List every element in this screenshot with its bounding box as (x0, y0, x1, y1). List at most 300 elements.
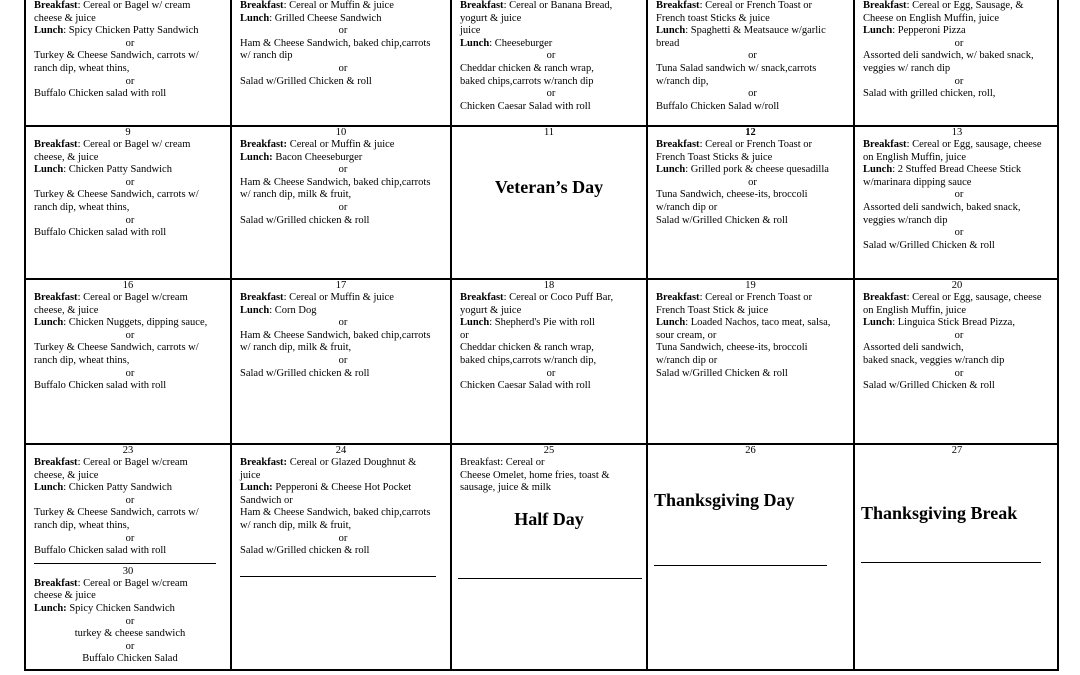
menu-text: or (748, 88, 757, 100)
menu-text: ranch dip, wheat thins, (34, 62, 130, 74)
day-number: 10 (335, 127, 347, 138)
menu-body (452, 0, 646, 113)
menu-line (240, 189, 446, 202)
menu-line (34, 545, 226, 558)
menu-line (460, 470, 642, 483)
menu-text: : Chicken Nuggets, dipping sauce, (63, 317, 208, 329)
menu-line (34, 202, 226, 215)
menu-line (240, 317, 446, 330)
menu-line (460, 330, 642, 343)
menu-text: : 2 Stuffed Bread Cheese Stick (892, 164, 1022, 176)
menu-line (34, 355, 226, 368)
menu-text: : Cereal or Bagel w/cream (77, 292, 188, 303)
menu-line (460, 482, 642, 495)
menu-line (863, 0, 1055, 13)
menu-text: sausage, juice & milk (460, 482, 551, 494)
meal-label: Lunch (656, 25, 686, 37)
meal-label: Lunch (240, 304, 270, 316)
menu-text: or (338, 164, 348, 176)
day-cell (230, 125, 450, 278)
menu-text: Pepperoni & Cheese Hot Pocket (272, 482, 412, 494)
menu-body (232, 292, 450, 380)
meal-label: Lunch (863, 164, 893, 176)
menu-text: or (338, 317, 348, 329)
menu-line (863, 189, 1055, 202)
menu-text: : Cereal or Bagel w/cream (77, 577, 188, 589)
day-cell (450, 278, 646, 443)
meal-label: Breakfast (240, 0, 284, 11)
menu-text: Ham & Cheese Sandwich, baked chip,carrots (240, 37, 431, 49)
day-cell (853, 278, 1059, 443)
menu-text: : Linguica Stick Bread Pizza, (892, 317, 1015, 329)
menu-text: baked snack, veggies w/ranch dip (863, 354, 1005, 366)
menu-line (460, 63, 642, 76)
menu-text: French Toast Stick & juice (656, 304, 769, 316)
menu-body (648, 139, 853, 227)
menu-line (240, 330, 446, 343)
menu-text: Salad w/Grilled Chicken & roll (863, 239, 995, 251)
menu-text: : Cereal or Muffin & juice (283, 292, 394, 303)
menu-line (240, 482, 446, 495)
holiday-label: Veteran’s Day (494, 177, 604, 197)
menu-line (460, 13, 642, 26)
menu-body (232, 457, 450, 558)
menu-line (240, 342, 446, 355)
menu-line (656, 88, 849, 101)
menu-line (34, 495, 226, 508)
day-cell (24, 0, 230, 125)
menu-line (240, 0, 446, 13)
menu-line (656, 202, 849, 215)
menu-text: Spicy Chicken Sandwich (66, 602, 175, 614)
day-cell (230, 443, 450, 671)
menu-text: Ham & Cheese Sandwich, baked chip,carrots (240, 507, 431, 519)
menu-text: juice (460, 25, 481, 37)
menu-text: baked chips,carrots w/ranch dip, (460, 354, 597, 366)
menu-text: Cereal or Glazed Doughnut & (287, 457, 417, 468)
menu-text: Assorted deli sandwich, w/ baked snack, (863, 50, 1034, 62)
menu-line (34, 292, 226, 305)
meal-label: Lunch (460, 37, 490, 49)
day-number: 24 (335, 445, 347, 456)
meal-label: Lunch: (240, 151, 273, 163)
menu-line (460, 317, 642, 330)
menu-text: or (125, 176, 135, 188)
menu-text: French Toast Sticks & juice (656, 151, 773, 163)
menu-text: : Cereal or French Toast or (699, 139, 813, 150)
menu-text: or (125, 75, 135, 87)
menu-line (863, 330, 1055, 343)
menu-line (863, 202, 1055, 215)
meal-label: Breakfast (34, 577, 78, 589)
menu-line (240, 202, 446, 215)
menu-text: or (460, 329, 469, 341)
menu-line (863, 317, 1055, 330)
menu-text: ranch dip, wheat thins, (34, 201, 130, 213)
menu-text: : Cereal or French Toast or (699, 292, 813, 303)
menu-line (34, 482, 226, 495)
menu-text: w/marinara dipping sauce (863, 176, 972, 188)
divider-line (861, 562, 1041, 563)
menu-line (460, 101, 642, 114)
menu-line (460, 305, 642, 318)
menu-line (863, 38, 1055, 51)
menu-line (34, 457, 226, 470)
menu-text: : Loaded Nachos, taco meat, salsa, (685, 317, 831, 329)
menu-line (460, 88, 642, 101)
menu-body (26, 139, 230, 240)
menu-text: Cheddar chicken & ranch wrap, (460, 62, 594, 74)
menu-line (34, 507, 226, 520)
menu-text: Turkey & Cheese Sandwich, carrots w/ (34, 50, 199, 62)
menu-text: or (125, 640, 135, 652)
menu-body (452, 292, 646, 393)
menu-text: ranch dip, wheat thins, (34, 354, 130, 366)
menu-text: or (125, 37, 135, 49)
menu-text: : Grilled pork & cheese quesadilla (685, 164, 829, 176)
menu-text: or (748, 176, 757, 188)
menu-text: or (125, 615, 135, 627)
menu-text: Buffalo Chicken Salad (82, 653, 178, 665)
special-day-label: Thanksgiving Break (861, 503, 1018, 523)
day-number: 17 (335, 280, 347, 291)
menu-body (452, 457, 646, 495)
day-number: 11 (543, 127, 555, 138)
day-number: 9 (125, 127, 131, 138)
special-day-label: Thanksgiving Day (654, 490, 795, 510)
menu-text: Cheddar chicken & ranch wrap, (460, 342, 594, 354)
menu-text: Turkey & Cheese Sandwich, carrots w/ (34, 342, 199, 354)
menu-line (34, 330, 226, 343)
menu-text: Salad with grilled chicken, roll, (863, 88, 996, 100)
meal-label: Lunch (460, 317, 490, 329)
menu-line (240, 50, 446, 63)
meal-label: Lunch (34, 25, 64, 37)
menu-line (656, 292, 849, 305)
menu-text: turkey & cheese sandwich (74, 628, 186, 640)
menu-line (863, 240, 1055, 253)
meal-label: Breakfast (460, 0, 504, 11)
menu-line (863, 76, 1055, 89)
meal-label: Breakfast: (240, 139, 288, 150)
menu-line (240, 368, 446, 381)
menu-text: Salad w/Grilled Chicken & roll (656, 367, 788, 379)
menu-text: : Cereal or Bagel w/cream (77, 457, 188, 468)
day-cell (853, 0, 1059, 125)
menu-text: Salad w/Grilled Chicken & roll (863, 380, 995, 392)
menu-text: : Pepperoni Pizza (892, 25, 966, 37)
meal-label: Breakfast (863, 0, 907, 11)
menu-body (648, 292, 853, 380)
menu-line (656, 50, 849, 63)
meal-label: Lunch: (34, 602, 67, 614)
menu-text: : Grilled Cheese Sandwich (269, 12, 382, 24)
meal-label: Lunch (34, 317, 64, 329)
meal-label: Lunch (863, 317, 893, 329)
day-cell (450, 125, 646, 278)
menu-line (34, 215, 226, 228)
day-cell (646, 443, 853, 671)
menu-line (240, 76, 446, 89)
menu-line (34, 317, 226, 330)
menu-text: or (338, 201, 348, 213)
menu-line (863, 215, 1055, 228)
menu-line (34, 88, 226, 101)
menu-line (34, 177, 226, 190)
menu-text: w/ ranch dip, milk & fruit, (240, 519, 352, 531)
menu-line (240, 457, 446, 470)
menu-line (460, 342, 642, 355)
menu-line (656, 25, 849, 38)
meal-label: Breakfast (34, 292, 78, 303)
day-cell (853, 443, 1059, 671)
menu-text: Buffalo Chicken salad with roll (34, 88, 167, 100)
menu-text: Cheese Omelet, home fries, toast & (460, 469, 610, 481)
menu-text: or (338, 532, 348, 544)
day-number: 27 (951, 445, 963, 456)
menu-line (460, 292, 642, 305)
menu-line (240, 164, 446, 177)
day-cell (450, 443, 646, 671)
menu-text: cheese & juice (34, 12, 96, 24)
menu-text: Ham & Cheese Sandwich, baked chip,carrots (240, 329, 431, 341)
menu-text: : Cheeseburger (489, 37, 553, 49)
menu-line (240, 38, 446, 51)
menu-text: Sandwich or (240, 494, 293, 506)
menu-line (656, 38, 849, 51)
day-number: 23 (122, 445, 134, 456)
menu-text: on English Muffin, juice (863, 151, 967, 163)
menu-line (34, 305, 226, 318)
day-number: 20 (951, 280, 963, 291)
menu-line (34, 152, 226, 165)
menu-line (460, 457, 642, 470)
menu-line (34, 520, 226, 533)
menu-text: Chicken Caesar Salad with roll (460, 380, 591, 392)
menu-text: Tuna Sandwich, cheese-its, broccoli (656, 189, 808, 201)
menu-line (460, 355, 642, 368)
menu-line (656, 0, 849, 13)
menu-text: juice (240, 469, 261, 481)
menu-line (863, 292, 1055, 305)
day-number: 25 (543, 445, 555, 456)
menu-text: on English Muffin, juice (863, 304, 967, 316)
menu-line (240, 13, 446, 26)
menu-text: Salad w/Grilled Chicken & roll (240, 75, 372, 87)
menu-text: : Cereal or Bagel w/ cream (77, 0, 191, 11)
divider-line (34, 563, 216, 564)
menu-line (656, 317, 849, 330)
menu-text: Salad w/Grilled Chicken & roll (656, 214, 788, 226)
menu-line (863, 355, 1055, 368)
menu-line (656, 342, 849, 355)
menu-text: Turkey & Cheese Sandwich, carrots w/ (34, 507, 199, 519)
menu-text: cheese, & juice (34, 151, 99, 163)
menu-line (656, 177, 849, 190)
menu-text: Buffalo Chicken Salad w/roll (656, 100, 780, 112)
menu-text: : Cereal or Muffin & juice (283, 0, 394, 11)
menu-text: Assorted deli sandwich, (863, 342, 964, 354)
special-day-label: Half Day (514, 508, 584, 529)
menu-line (656, 13, 849, 26)
menu-text: Salad w/Grilled chicken & roll (240, 214, 370, 226)
menu-text: or (125, 214, 135, 226)
day-number: 26 (745, 445, 756, 456)
day-number: 13 (951, 127, 963, 138)
divider-line (654, 565, 827, 566)
menu-text: : Chicken Patty Sandwich (63, 482, 172, 494)
menu-line (34, 164, 226, 177)
menu-text: or (125, 367, 135, 379)
day-cell (230, 278, 450, 443)
menu-text: Cereal or Muffin & juice (287, 139, 395, 150)
menu-text: : Corn Dog (269, 304, 317, 316)
meal-label: Breakfast (34, 139, 78, 150)
menu-text: Tuna Salad sandwich w/ snack,carrots (656, 62, 817, 74)
menu-text: Turkey & Cheese Sandwich, carrots w/ (34, 189, 199, 201)
menu-line (240, 63, 446, 76)
menu-line (863, 25, 1055, 38)
meal-label: Breakfast: (240, 457, 288, 468)
menu-text: or (954, 329, 964, 341)
day-cell (24, 125, 230, 278)
menu-line (656, 368, 849, 381)
menu-text: or (954, 75, 964, 87)
meal-label: Lunch: (240, 482, 273, 494)
menu-text: cheese, & juice (34, 304, 99, 316)
menu-text: : Shepherd's Pie with roll (489, 317, 595, 329)
menu-text: : Chicken Patty Sandwich (63, 164, 172, 176)
menu-line (34, 38, 226, 51)
menu-line (460, 380, 642, 393)
menu-line (34, 227, 226, 240)
menu-text: : Spicy Chicken Patty Sandwich (63, 25, 199, 37)
menu-line (34, 63, 226, 76)
menu-text: or (748, 50, 757, 62)
meal-label: Breakfast (460, 292, 504, 303)
menu-line (656, 330, 849, 343)
menu-line (460, 0, 642, 13)
menu-line (34, 470, 226, 483)
menu-text: w/ ranch dip (240, 50, 293, 62)
menu-line (240, 520, 446, 533)
menu-line (863, 88, 1055, 101)
menu-line (863, 50, 1055, 63)
menu-text: or (546, 88, 556, 100)
menu-line (34, 616, 226, 629)
menu-line (460, 76, 642, 89)
menu-line (240, 355, 446, 368)
menu-text: : Cereal or Bagel w/ cream (77, 139, 191, 150)
day-cell (24, 278, 230, 443)
menu-text: cheese, & juice (34, 469, 99, 481)
menu-text: yogurt & juice (460, 12, 522, 24)
divider-line (458, 578, 642, 579)
menu-line (656, 152, 849, 165)
meal-label: Breakfast (34, 0, 78, 11)
meal-label: Breakfast (34, 457, 78, 468)
menu-text: or (546, 50, 556, 62)
menu-body (26, 578, 230, 666)
menu-text: : Cereal or Egg, sausage, cheese (906, 139, 1042, 150)
menu-text: ranch dip, wheat thins, (34, 519, 130, 531)
menu-text: w/ ranch dip, milk & fruit, (240, 189, 352, 201)
day-number: 30 (122, 565, 134, 577)
menu-text: Bacon Cheeseburger (272, 151, 363, 163)
menu-text: Buffalo Chicken salad with roll (34, 545, 167, 557)
menu-line (34, 189, 226, 202)
menu-text: Cheese on English Muffin, juice (863, 12, 999, 24)
menu-line (656, 189, 849, 202)
menu-line (240, 507, 446, 520)
menu-line (863, 13, 1055, 26)
meal-label: Breakfast (240, 292, 284, 303)
menu-body (855, 0, 1059, 101)
day-number: 18 (543, 280, 555, 291)
menu-text: Ham & Cheese Sandwich, baked chip,carrots (240, 176, 431, 188)
menu-line (240, 152, 446, 165)
menu-text: Assorted deli sandwich, baked snack, (863, 201, 1021, 213)
day-cell (230, 0, 450, 125)
menu-line (656, 355, 849, 368)
menu-line (240, 215, 446, 228)
menu-line (34, 25, 226, 38)
meal-label: Lunch (656, 164, 686, 176)
menu-line (34, 50, 226, 63)
menu-line (656, 215, 849, 228)
day-cell (853, 125, 1059, 278)
menu-text: w/ranch dip, (656, 75, 709, 87)
menu-line (34, 653, 226, 666)
meal-label: Lunch (863, 25, 893, 37)
menu-line (460, 50, 642, 63)
menu-line (656, 164, 849, 177)
menu-text: : Cereal or Egg, sausage, cheese (906, 292, 1042, 303)
menu-line (34, 641, 226, 654)
menu-line (240, 495, 446, 508)
menu-line (34, 380, 226, 393)
menu-text: Salad w/Grilled chicken & roll (240, 545, 370, 557)
menu-text: or (546, 367, 556, 379)
menu-text: : Spaghetti & Meatsauce w/garlic (685, 25, 826, 37)
meal-label: Lunch (656, 317, 686, 329)
menu-body (232, 139, 450, 227)
menu-text: or (125, 532, 135, 544)
menu-text: yogurt & juice (460, 304, 522, 316)
menu-line (863, 139, 1055, 152)
menu-line (863, 342, 1055, 355)
menu-line (34, 0, 226, 13)
menu-line (656, 305, 849, 318)
menu-text: Salad w/Grilled chicken & roll (240, 367, 370, 379)
menu-line (34, 533, 226, 546)
menu-body (26, 0, 230, 101)
menu-text: : Cereal or French Toast or (699, 0, 813, 11)
menu-text: or (338, 25, 348, 37)
menu-text: Buffalo Chicken salad with roll (34, 380, 167, 392)
meal-label: Breakfast (656, 292, 700, 303)
menu-line (240, 545, 446, 558)
menu-line (240, 305, 446, 318)
menu-line (460, 25, 642, 38)
menu-line (240, 470, 446, 483)
menu-line (656, 139, 849, 152)
day-cell (24, 443, 230, 671)
menu-line (460, 368, 642, 381)
menu-line (863, 63, 1055, 76)
day-number: 12 (745, 127, 756, 138)
menu-line (240, 533, 446, 546)
